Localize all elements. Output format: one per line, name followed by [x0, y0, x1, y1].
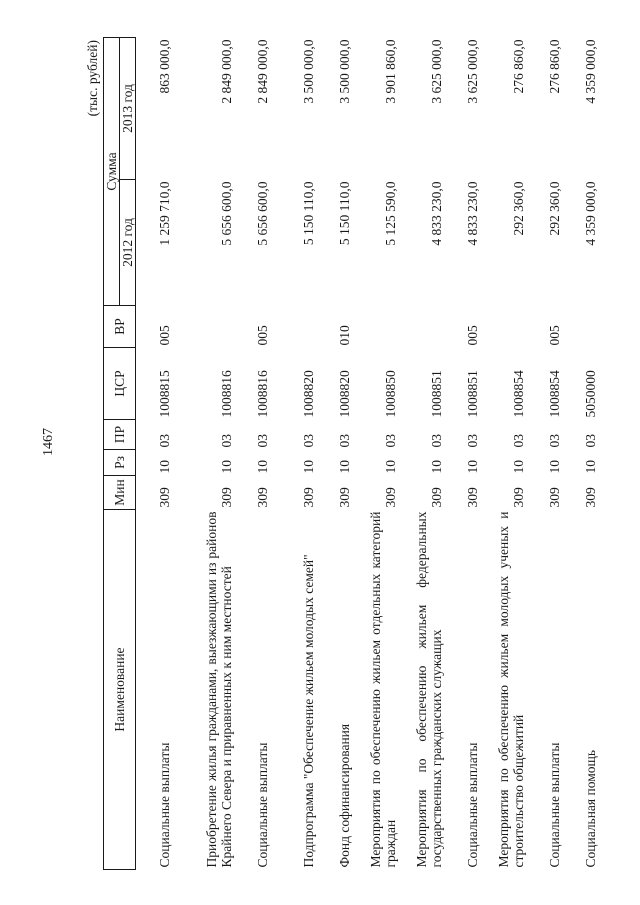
- row-min: 309: [219, 487, 234, 508]
- row-rz: 10: [511, 460, 526, 474]
- header-min: Мин: [104, 476, 136, 510]
- row-pr: 03: [583, 434, 598, 448]
- row-vr: 005: [547, 325, 562, 346]
- row-rz: 10: [465, 460, 480, 474]
- row-vr: [562, 306, 598, 348]
- header-name: Наименование: [104, 510, 136, 870]
- table-row: [352, 37, 398, 869]
- row-2012: 292 360,0: [511, 181, 526, 236]
- row-vr: [480, 306, 526, 348]
- row-vr: 005: [255, 325, 270, 346]
- row-pr: 03: [337, 434, 352, 448]
- row-min: 309: [429, 487, 444, 508]
- row-rz: 10: [583, 460, 598, 474]
- table-row: [526, 37, 562, 869]
- row-csr: 1008820: [301, 370, 316, 418]
- row-name: Социальные выплаты: [255, 742, 270, 868]
- row-csr: 1008851: [429, 370, 444, 418]
- table-row: [562, 37, 598, 869]
- row-2012: 5 150 110,0: [301, 181, 316, 246]
- row-2013: 276 860,0: [547, 39, 562, 94]
- row-2013: 3 625 000,0: [429, 39, 444, 104]
- row-min: 309: [337, 487, 352, 508]
- header-2012: 2012 год: [120, 180, 136, 306]
- row-min: 309: [383, 487, 398, 508]
- row-csr: 1008851: [465, 370, 480, 418]
- row-min: 309: [465, 487, 480, 508]
- table-row: [444, 37, 480, 869]
- row-2013: 3 625 000,0: [465, 39, 480, 104]
- table-row: [398, 37, 444, 869]
- row-min: 309: [583, 487, 598, 508]
- page-number: 1467: [41, 428, 56, 456]
- row-2012: 5 150 110,0: [337, 181, 352, 246]
- header-rz: Рз: [104, 450, 136, 476]
- row-name: Мероприятия по обеспечению жильем молодых ученых и строительство общежитий: [496, 511, 526, 868]
- row-2012: 4 359 000,0: [583, 181, 598, 246]
- row-name: Подпрограмма "Обеспечение жильем молодых семей": [301, 554, 316, 868]
- row-rz: 10: [301, 460, 316, 474]
- row-csr: 1008854: [547, 370, 562, 418]
- header-2013: 2013 год: [120, 37, 136, 179]
- row-2013: 3 901 860,0: [383, 39, 398, 104]
- row-rz: 10: [255, 460, 270, 474]
- row-csr: 1008816: [255, 370, 270, 418]
- row-name: Мероприятия по обеспечению жильем федеральных государственных гражданских служащих: [414, 511, 444, 868]
- row-csr: 1008815: [157, 370, 172, 418]
- row-rz: 10: [547, 460, 562, 474]
- row-2013: 3 500 000,0: [301, 39, 316, 104]
- row-2013: 2 849 000,0: [255, 39, 270, 104]
- row-2013: 3 500 000,0: [337, 39, 352, 104]
- row-name: Социальная помощь: [583, 749, 598, 868]
- row-2012: 5 125 590,0: [383, 181, 398, 246]
- table-row: [270, 37, 316, 869]
- row-vr: [172, 306, 234, 348]
- row-min: 309: [547, 487, 562, 508]
- row-name: Социальные выплаты: [465, 742, 480, 868]
- row-rz: 10: [219, 460, 234, 474]
- table-row: [136, 37, 173, 869]
- row-csr: 5050000: [583, 370, 598, 418]
- units-label: (тыс. рублей): [85, 40, 100, 117]
- row-rz: 10: [157, 460, 172, 474]
- row-csr: 1008816: [219, 370, 234, 418]
- row-name: Социальные выплаты: [547, 742, 562, 868]
- row-min: 309: [511, 487, 526, 508]
- row-vr: [270, 306, 316, 348]
- row-vr: [398, 306, 444, 348]
- row-pr: 03: [383, 434, 398, 448]
- row-pr: 03: [465, 434, 480, 448]
- row-rz: 10: [429, 460, 444, 474]
- row-2012: 4 833 230,0: [465, 181, 480, 246]
- row-rz: 10: [337, 460, 352, 474]
- row-2012: 1 259 710,0: [157, 181, 172, 246]
- header-pr: ПР: [104, 420, 136, 450]
- row-pr: 03: [255, 434, 270, 448]
- row-name: Социальные выплаты: [157, 742, 172, 868]
- row-2012: 5 656 600,0: [219, 181, 234, 246]
- table-row: [480, 37, 526, 869]
- row-name: Мероприятия по обеспечению жильем отдельных категорий граждан: [368, 511, 398, 868]
- row-vr: 010: [337, 325, 352, 346]
- row-pr: 03: [511, 434, 526, 448]
- budget-table: [103, 37, 598, 870]
- row-min: 309: [301, 487, 316, 508]
- row-pr: 03: [219, 434, 234, 448]
- row-vr: 005: [465, 325, 480, 346]
- row-vr: 005: [157, 325, 172, 346]
- row-name: Фонд софинансирования: [337, 723, 352, 868]
- row-csr: 1008820: [337, 370, 352, 418]
- row-2012: 5 656 600,0: [255, 181, 270, 246]
- row-csr: 1008850: [383, 370, 398, 418]
- header-vr: ВР: [104, 306, 136, 348]
- row-2012: 4 833 230,0: [429, 181, 444, 246]
- header-csr: ЦСР: [104, 348, 136, 420]
- row-2013: 276 860,0: [511, 39, 526, 94]
- table-row: [234, 37, 270, 869]
- row-2012: 292 360,0: [547, 181, 562, 236]
- row-pr: 03: [157, 434, 172, 448]
- row-2013: 2 849 000,0: [219, 39, 234, 104]
- budget-table-section: [85, 38, 598, 870]
- row-pr: 03: [301, 434, 316, 448]
- row-vr: [352, 306, 398, 348]
- table-row: [316, 37, 352, 869]
- row-rz: 10: [383, 460, 398, 474]
- row-pr: 03: [429, 434, 444, 448]
- row-min: 309: [255, 487, 270, 508]
- row-2013: 4 359 000,0: [583, 39, 598, 104]
- row-pr: 03: [547, 434, 562, 448]
- row-min: 309: [157, 487, 172, 508]
- row-csr: 1008854: [511, 370, 526, 418]
- header-sum: Сумма: [104, 37, 120, 305]
- row-2013: 863 000,0: [157, 39, 172, 94]
- row-name: Приобретение жилья гражданами, выезжающими из районов Крайнего Севера и приравненных к ним местностей: [204, 511, 234, 868]
- table-row: [172, 37, 234, 869]
